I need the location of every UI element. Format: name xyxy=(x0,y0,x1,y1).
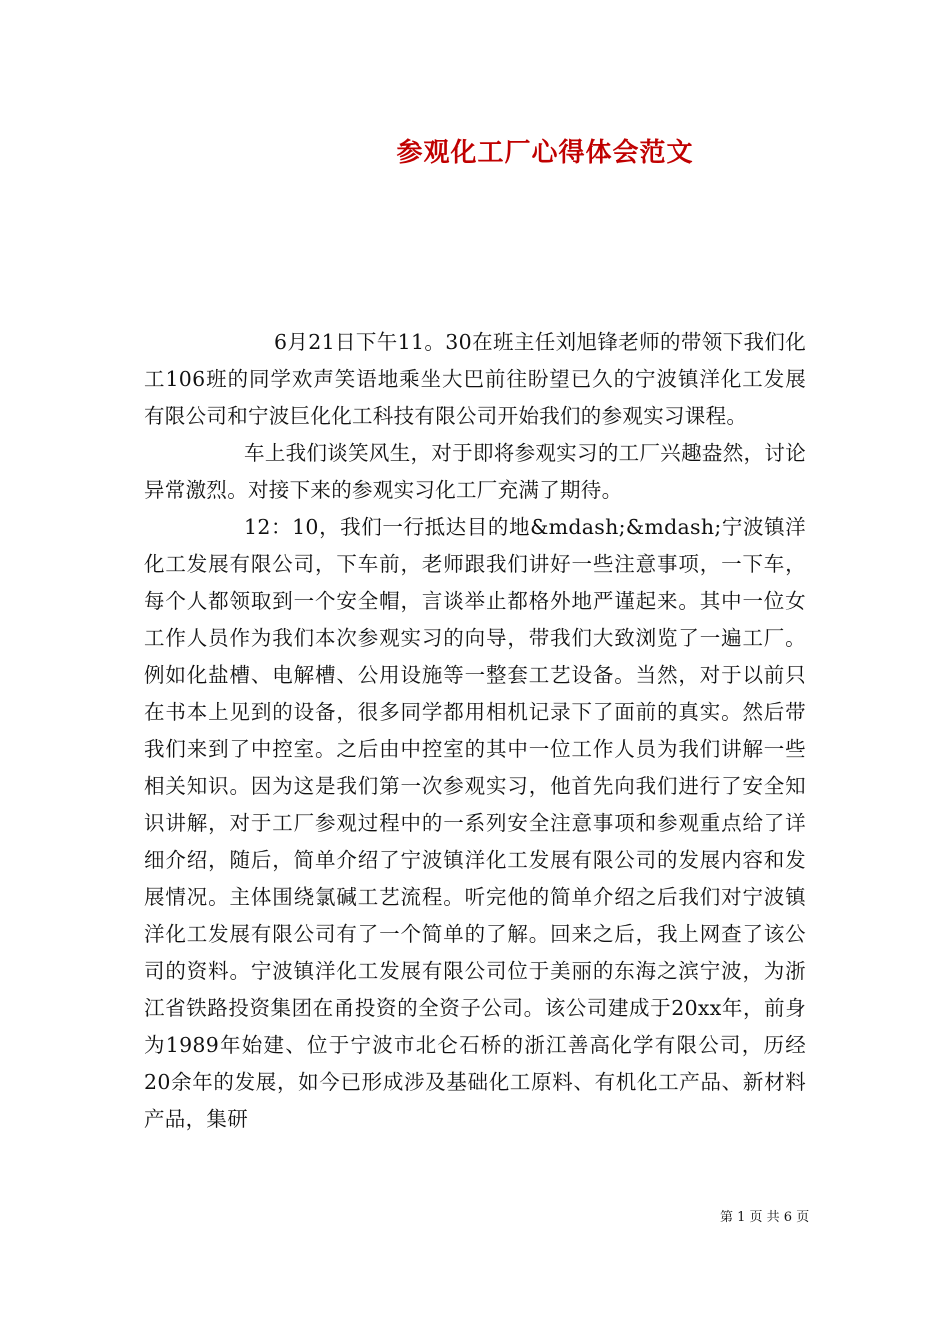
document-body xyxy=(144,324,806,1138)
paragraph-1: 6月21日下午11。30在班主任刘旭锋老师的带领下我们化工106班的同学欢声笑语地乘坐大巴前往盼望已久的宁波镇洋化工发展有限公司和宁波巨化化工科技有限公司开始我们的参观实习课程。 xyxy=(144,330,806,428)
document-title: 参观化工厂心得体会范文 xyxy=(396,138,694,168)
page-number-footer: 第 1 页 共 6 页 xyxy=(720,1210,810,1225)
paragraph-3: 12：10，我们一行抵达目的地&mdash;&mdash;宁波镇洋化工发展有限公司，下车前，老师跟我们讲好一些注意事项，一下车，每个人都领取到一个安全帽，言谈举止都格外地严谨起来。其中一位女工作人员作为我们本次参观实习的向导，带我们大致浏览了一遍工厂。例如化盐槽、电解槽、公用设施等一整套工艺设备。当然，对于以前只在书本上见到的设备，很多同学都用相机记录下了面前的真实。然后带我们来到了中控室。之后由中控室的其中一位工作人员为我们讲解一些相关知识。因为这是我们第一次参观实习，他首先向我们进行了安全知识讲解，对于工厂参观过程中的一系列安全注意事项和参观重点给了详细介绍，随后，简单介绍了宁波镇洋化工发展有限公司的发展内容和发展情况。主体围绕氯碱工艺流程。听完他的简单介绍之后我们对宁波镇洋化工发展有限公司有了一个简单的了解。回来之后，我上网查了该公司的资料。宁波镇洋化工发展有限公司位于美丽的东海之滨宁波，为浙江省铁路投资集团在甬投资的全资子公司。该公司建成于20xx年，前身为1989年始建、位于宁波市北仑石桥的浙江善高化学有限公司，历经20余年的发展，如今已形成涉及基础化工原料、有机化工产品、新材料产品，集研 xyxy=(144,515,806,1131)
paragraph-2: 车上我们谈笑风生，对于即将参观实习的工厂兴趣盎然，讨论异常激烈。对接下来的参观实习化工厂充满了期待。 xyxy=(144,441,806,502)
